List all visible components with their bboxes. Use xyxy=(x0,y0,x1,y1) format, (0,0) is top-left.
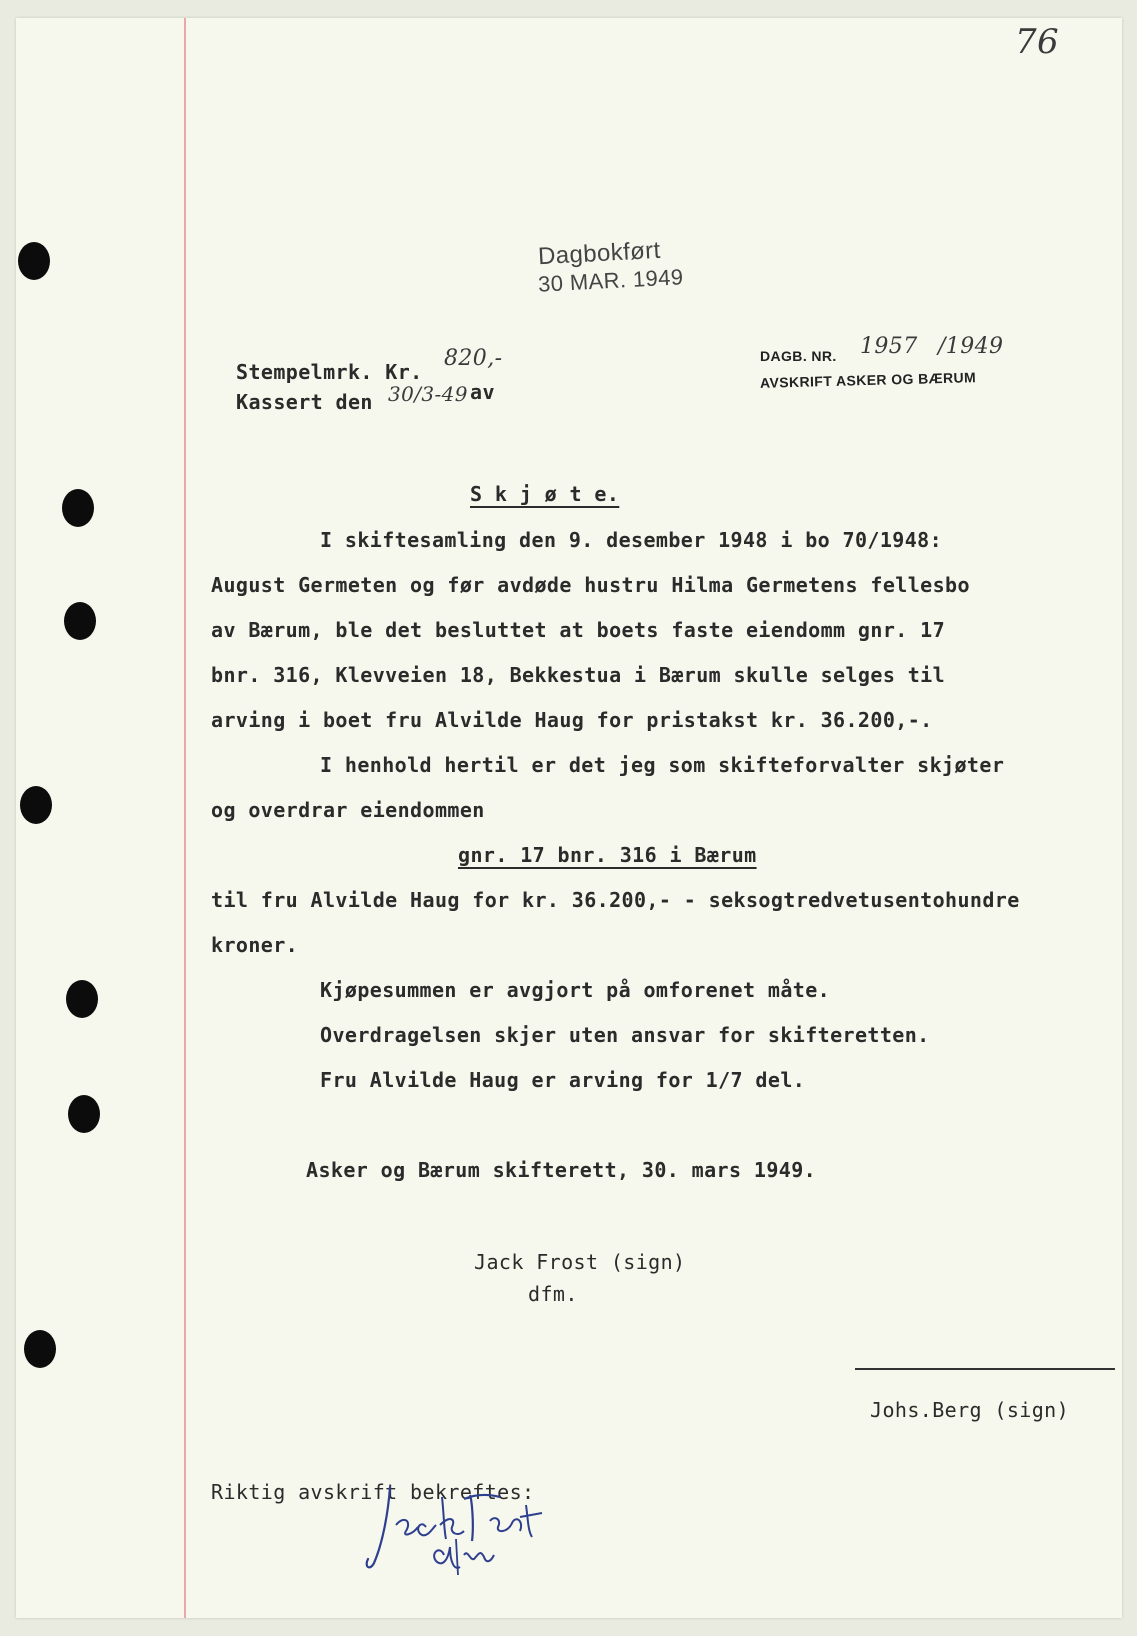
punch-hole xyxy=(18,242,50,280)
punch-hole xyxy=(64,602,96,640)
stempel-label: Stempelmrk. Kr. xyxy=(236,360,423,384)
dagbokfort-date: 30 MAR. 1949 xyxy=(537,264,684,297)
signer-title: dfm. xyxy=(528,1282,578,1306)
margin-line xyxy=(184,18,186,1618)
document-title: S k j ø t e. xyxy=(470,482,620,506)
kassert-initials: av xyxy=(470,380,495,404)
punch-hole xyxy=(20,786,52,824)
text-line: til fru Alvilde Haug for kr. 36.200,- - seksogtredvetusentohundre xyxy=(211,888,1020,912)
kassert-date: 30/3-49 xyxy=(388,382,468,406)
text-line: av Bærum, ble det besluttet at boets faste eiendomm gnr. 17 xyxy=(211,618,946,642)
avskrift-stamp: AVSKRIFT ASKER OG BÆRUM xyxy=(759,369,977,391)
dagb-label: DAGB. NR. xyxy=(760,348,837,364)
text-line: og overdrar eiendommen xyxy=(211,798,485,822)
signer-name: Jack Frost (sign) xyxy=(474,1250,686,1274)
signature-rule xyxy=(855,1368,1115,1370)
text-line: August Germeten og før avdøde hustru Hilma Germetens fellesbo xyxy=(211,573,970,597)
text-line: bnr. 316, Klevveien 18, Bekkestua i Bærum skulle selges til xyxy=(211,663,946,687)
text-line: Kjøpesummen er avgjort på omforenet måte. xyxy=(320,978,831,1002)
dagb-year: /1949 xyxy=(938,334,1004,359)
dagbokfort-stamp: Dagbokført xyxy=(537,236,662,271)
text-line: kroner. xyxy=(211,933,299,957)
second-signer: Johs.Berg (sign) xyxy=(870,1398,1070,1422)
punch-hole xyxy=(66,980,98,1018)
text-line: Overdragelsen skjer uten ansvar for skifteretten. xyxy=(320,1023,930,1047)
page-number: 76 xyxy=(1015,22,1060,62)
stempel-amount: 820,- xyxy=(444,346,503,371)
dagb-number: 1957 xyxy=(860,334,918,359)
text-line: arving i boet fru Alvilde Haug for pristakst kr. 36.200,-. xyxy=(211,708,933,732)
text-line: Fru Alvilde Haug er arving for 1/7 del. xyxy=(320,1068,806,1092)
place-date: Asker og Bærum skifterett, 30. mars 1949. xyxy=(306,1158,817,1182)
punch-hole xyxy=(62,489,94,527)
punch-hole xyxy=(68,1095,100,1133)
text-line: I skiftesamling den 9. desember 1948 i bo 70/1948: xyxy=(320,528,943,552)
text-line: I henhold hertil er det jeg som skifteforvalter skjøter xyxy=(320,753,1005,777)
kassert-label: Kassert den xyxy=(236,390,373,414)
property-reference: gnr. 17 bnr. 316 i Bærum xyxy=(458,843,757,867)
certification-text: Riktig avskrift bekreftes: xyxy=(211,1480,535,1504)
punch-hole xyxy=(24,1330,56,1368)
handwritten-signature xyxy=(360,1475,550,1585)
